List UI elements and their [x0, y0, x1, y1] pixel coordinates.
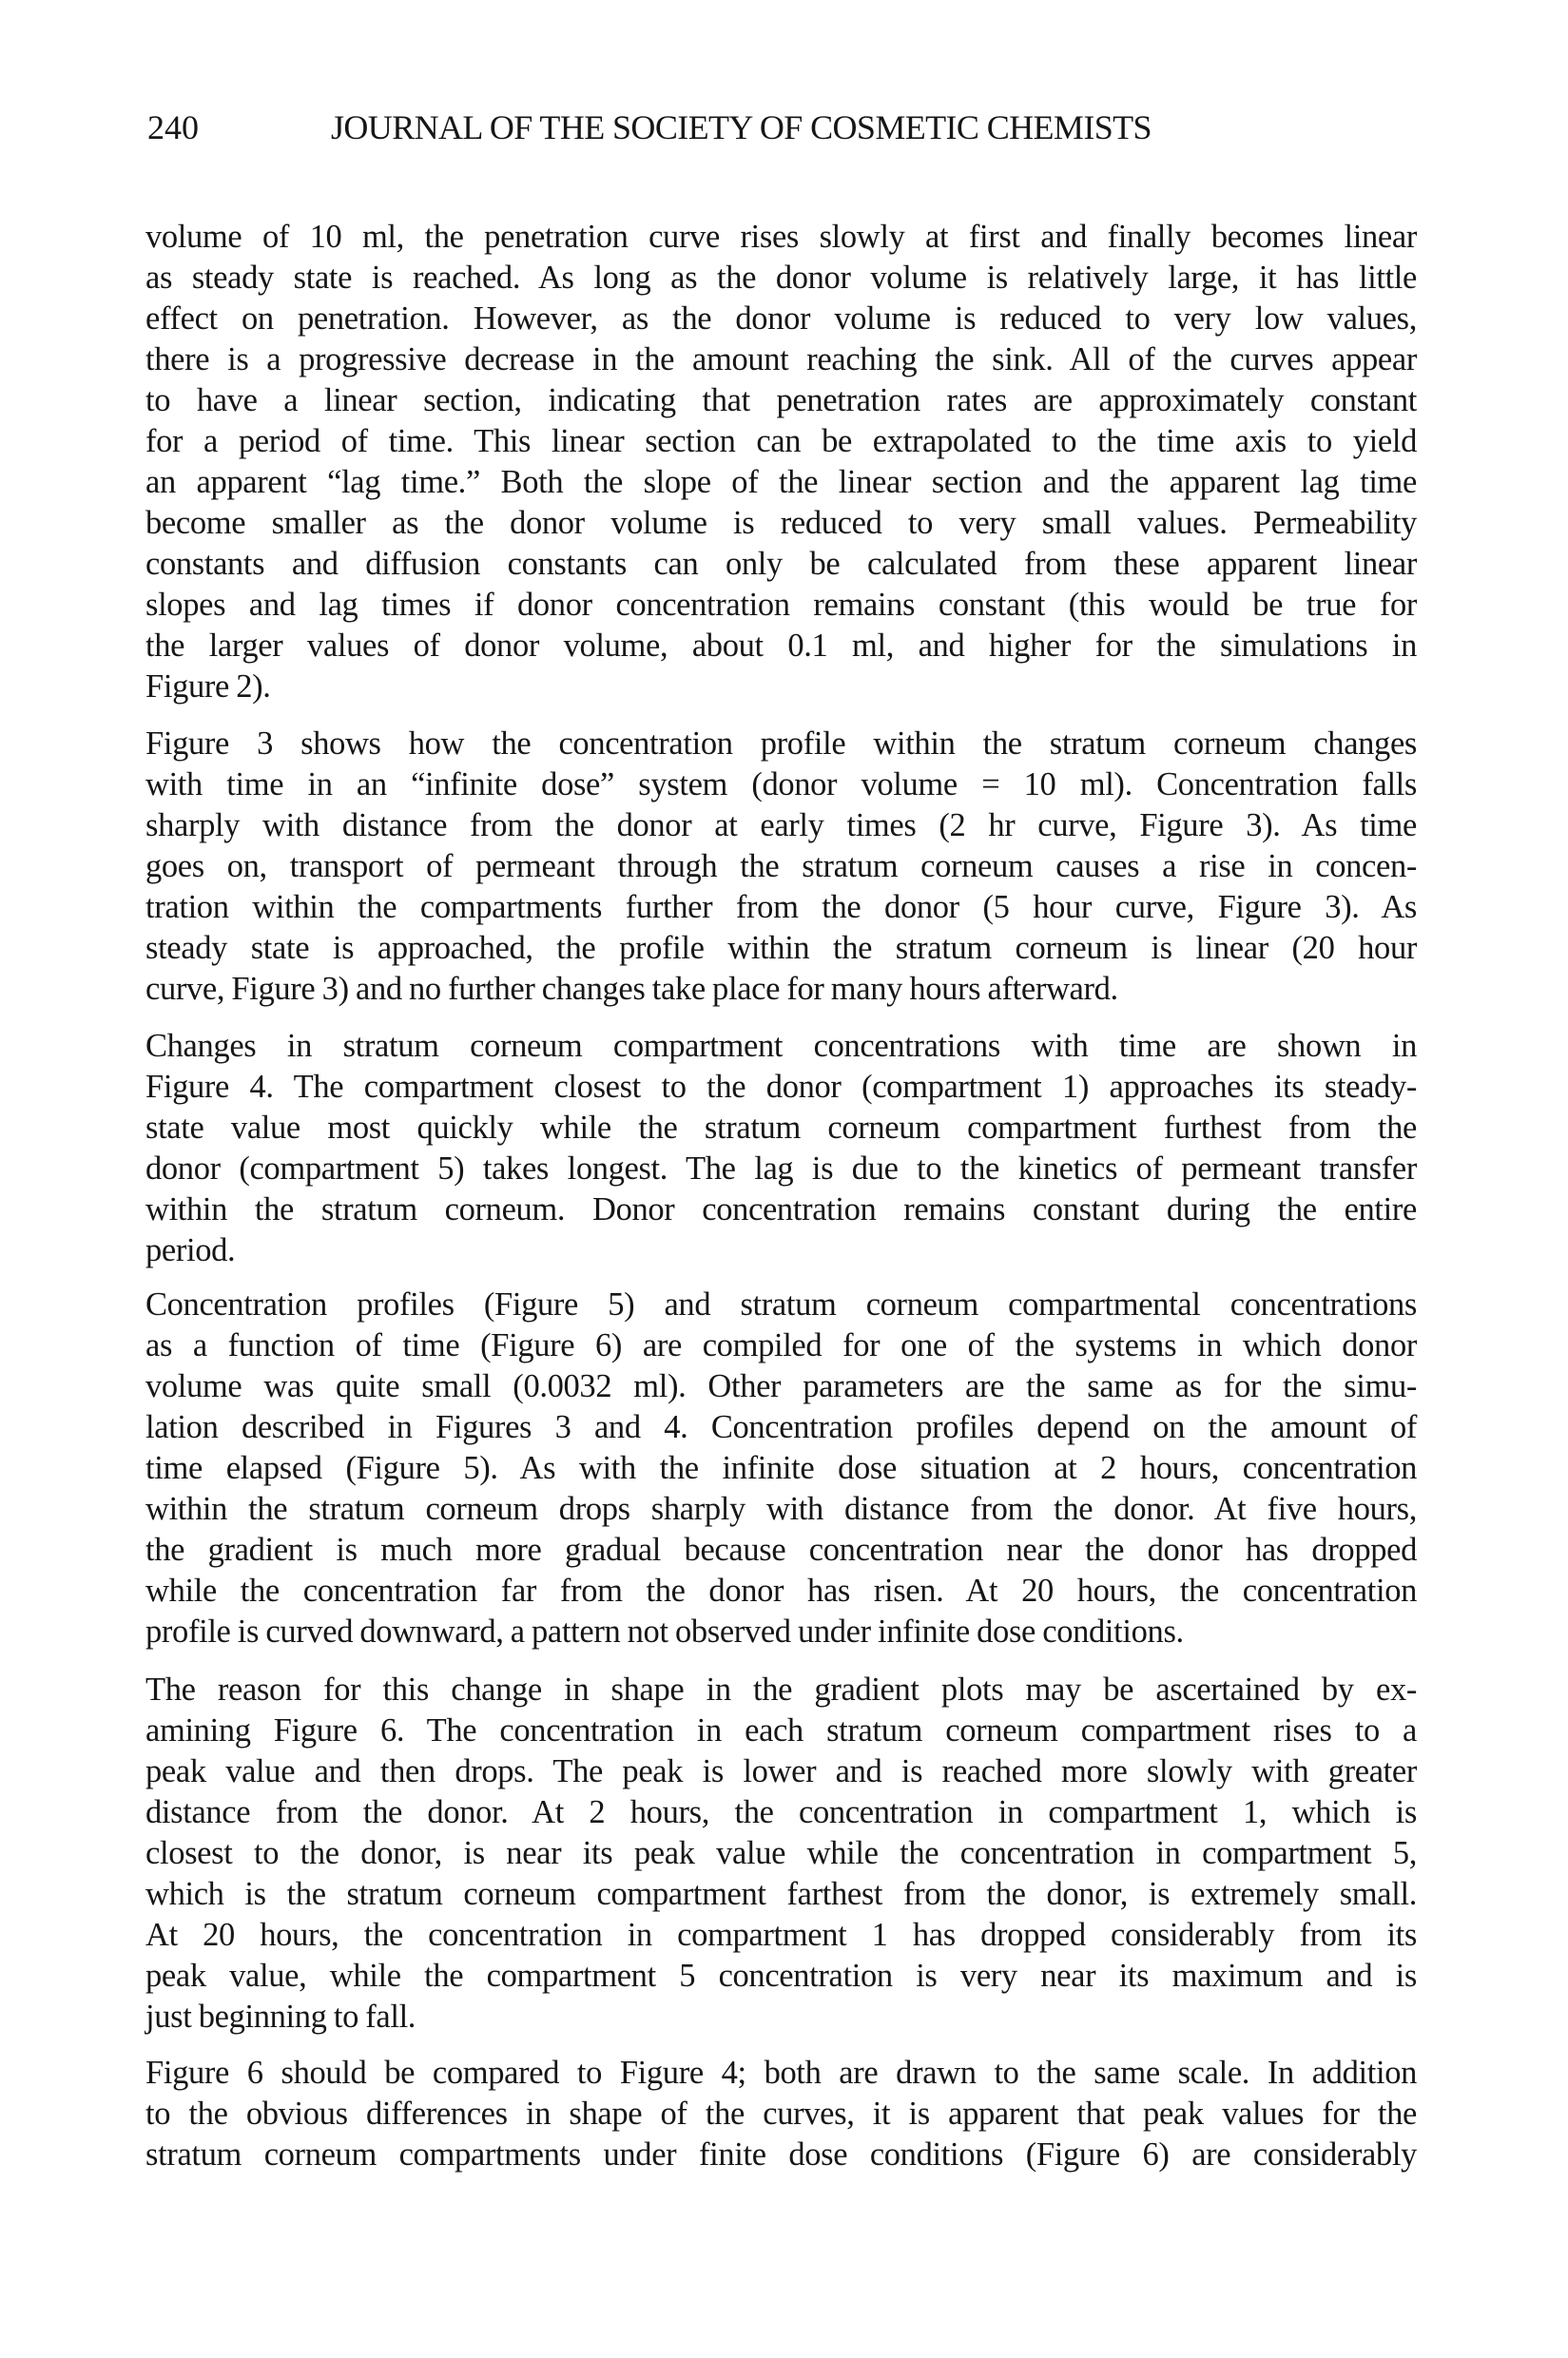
- text-line: to have a linear section, indicating that penetration rates are approximately constant: [145, 382, 1417, 418]
- text-line: Figure 4. The compartment closest to the donor (compartment 1) approaches its steady-: [145, 1069, 1417, 1105]
- paragraph-5: [145, 1670, 1417, 2038]
- text-line: for a period of time. This linear section can be extrapolated to the time axis to yield: [145, 423, 1417, 459]
- text-line: the larger values of donor volume, about 0.1 ml, and higher for the simulations in: [145, 628, 1417, 664]
- journal-title: JOURNAL OF THE SOCIETY OF COSMETIC CHEMISTS: [331, 108, 1152, 146]
- text-line: as steady state is reached. As long as the donor volume is relatively large, it has little: [145, 260, 1417, 296]
- paragraph-2: [145, 724, 1417, 1010]
- text-line: amining Figure 6. The concentration in each stratum corneum compartment rises to a: [145, 1712, 1417, 1749]
- text-line: profile is curved downward, a pattern not observed under infinite dose conditions.: [145, 1614, 1184, 1650]
- text-line: curve, Figure 3) and no further changes take place for many hours afterward.: [145, 971, 1118, 1007]
- text-line: Concentration profiles (Figure 5) and stratum corneum compartmental concentrations: [145, 1286, 1417, 1323]
- text-line: volume was quite small (0.0032 ml). Other parameters are the same as for the simu-: [145, 1368, 1417, 1404]
- text-line: goes on, transport of permeant through the stratum corneum causes a rise in concen-: [145, 848, 1417, 884]
- text-line: Figure 6 should be compared to Figure 4; both are drawn to the same scale. In addition: [145, 2055, 1417, 2091]
- text-line: an apparent “lag time.” Both the slope of the linear section and the apparent lag time: [145, 464, 1417, 500]
- text-line: stratum corneum compartments under finite dose conditions (Figure 6) are considerably: [145, 2136, 1417, 2173]
- paragraph-6: [145, 2053, 1417, 2175]
- text-line: constants and diffusion constants can only be calculated from these apparent linear: [145, 546, 1417, 582]
- text-line: tration within the compartments further from the donor (5 hour curve, Figure 3). As: [145, 889, 1417, 925]
- text-line: time elapsed (Figure 5). As with the infinite dose situation at 2 hours, concentration: [145, 1450, 1417, 1486]
- text-line: distance from the donor. At 2 hours, the concentration in compartment 1, which is: [145, 1794, 1417, 1830]
- text-line: Changes in stratum corneum compartment concentrations with time are shown in: [145, 1028, 1417, 1064]
- text-line: the gradient is much more gradual because concentration near the donor has dropped: [145, 1532, 1417, 1568]
- text-line: within the stratum corneum. Donor concentration remains constant during the entire: [145, 1191, 1417, 1227]
- paragraph-1: [145, 217, 1417, 707]
- text-line: Figure 3 shows how the concentration profile within the stratum corneum changes: [145, 725, 1417, 762]
- text-line: just beginning to fall.: [145, 1999, 416, 2035]
- text-line: steady state is approached, the profile within the stratum corneum is linear (20 hour: [145, 930, 1417, 966]
- text-line: state value most quickly while the stratum corneum compartment furthest from the: [145, 1110, 1417, 1146]
- text-line: become smaller as the donor volume is reduced to very small values. Permeability: [145, 505, 1417, 541]
- text-line: to the obvious differences in shape of the curves, it is apparent that peak values for the: [145, 2096, 1417, 2132]
- text-line: there is a progressive decrease in the amount reaching the sink. All of the curves appear: [145, 341, 1417, 377]
- text-line: with time in an “infinite dose” system (donor volume = 10 ml). Concentration falls: [145, 766, 1417, 802]
- text-line: peak value, while the compartment 5 concentration is very near its maximum and is: [145, 1958, 1417, 1994]
- paragraph-4: [145, 1285, 1417, 1653]
- text-line: Figure 2).: [145, 668, 271, 705]
- text-line: lation described in Figures 3 and 4. Concentration profiles depend on the amount of: [145, 1409, 1417, 1445]
- page-number: 240: [147, 108, 199, 146]
- text-line: peak value and then drops. The peak is lower and is reached more slowly with greater: [145, 1753, 1417, 1789]
- text-line: which is the stratum corneum compartment farthest from the donor, is extremely small.: [145, 1876, 1417, 1912]
- text-line: effect on penetration. However, as the donor volume is reduced to very low values,: [145, 300, 1417, 337]
- text-line: while the concentration far from the donor has risen. At 20 hours, the concentration: [145, 1573, 1417, 1609]
- paragraph-3: [145, 1026, 1417, 1271]
- text-line: within the stratum corneum drops sharply with distance from the donor. At five hours,: [145, 1491, 1417, 1527]
- text-line: closest to the donor, is near its peak value while the concentration in compartment 5,: [145, 1835, 1417, 1871]
- text-line: volume of 10 ml, the penetration curve rises slowly at first and finally becomes linear: [145, 219, 1417, 255]
- text-line: as a function of time (Figure 6) are compiled for one of the systems in which donor: [145, 1327, 1417, 1363]
- text-line: The reason for this change in shape in the gradient plots may be ascertained by ex-: [145, 1672, 1417, 1708]
- text-line: sharply with distance from the donor at early times (2 hr curve, Figure 3). As time: [145, 807, 1417, 843]
- text-line: At 20 hours, the concentration in compartment 1 has dropped considerably from its: [145, 1917, 1417, 1953]
- running-head: [147, 107, 1288, 148]
- text-line: slopes and lag times if donor concentration remains constant (this would be true for: [145, 587, 1417, 623]
- text-line: donor (compartment 5) takes longest. The lag is due to the kinetics of permeant transfer: [145, 1150, 1417, 1187]
- text-line: period.: [145, 1232, 236, 1268]
